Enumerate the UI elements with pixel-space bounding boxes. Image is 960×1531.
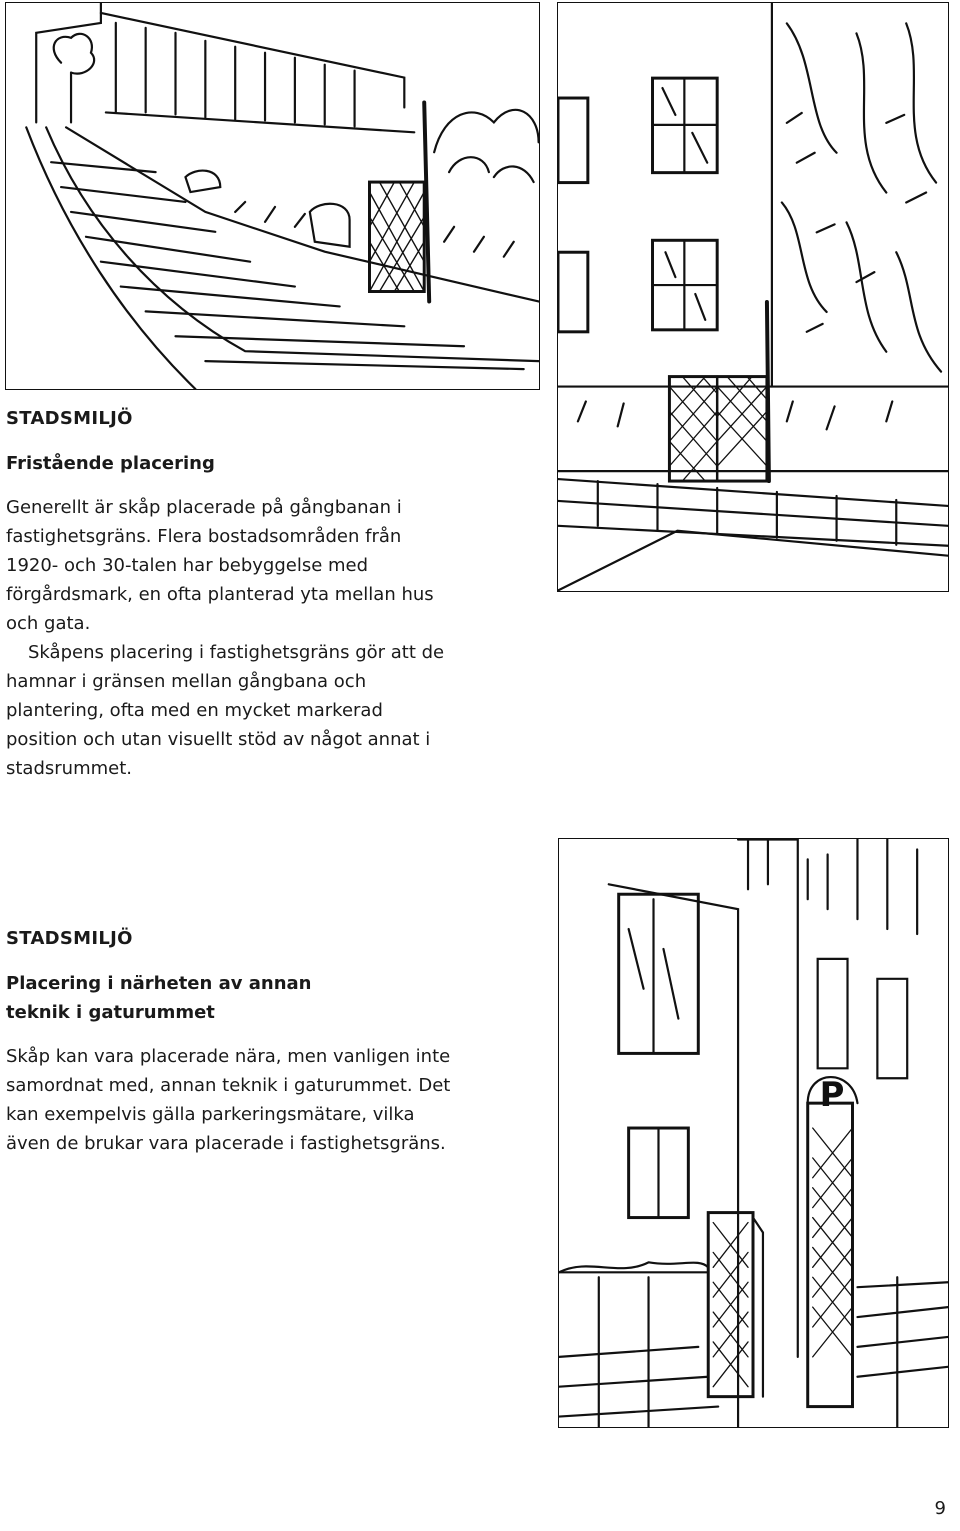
illustration-cabinet-near-parking-meter: [558, 838, 949, 1428]
page-number: 9: [934, 1498, 946, 1519]
street-sketch-2: [558, 3, 948, 591]
section1-paragraph-1: Generellt är skåp placerade på gångbanan i fastighetsgräns. Flera bostadsområden från 1920- och 30-talen har bebyggelse med förgårdsmark, en ofta planterad yta mellan hus och gata.: [6, 497, 434, 634]
section2-body: [6, 1042, 456, 1158]
section1-kicker: STADSMILJÖ: [6, 408, 133, 429]
parking-sign-letter: P: [819, 1075, 845, 1115]
street-sketch-1: [6, 3, 539, 389]
section2-kicker: STADSMILJÖ: [6, 928, 133, 949]
illustration-freestanding-cabinet: [5, 2, 540, 390]
section2-paragraph-1: Skåp kan vara placerade nära, men vanligen inte samordnat med, annan teknik i gaturummet. Det kan exempelvis gälla parkeringsmätare, vilka även de brukar vara placerade i fastighetsgräns.: [6, 1046, 451, 1154]
section1-paragraph-2: Skåpens placering i fastighetsgräns gör att de hamnar i gränsen mellan gångbana och plantering, ofta med en mycket markerad position och utan visuellt stöd av något annat i stadsrummet.: [6, 642, 445, 779]
section1-body: [6, 493, 456, 783]
illustration-cabinet-at-facade: [557, 2, 949, 592]
section2-heading: Placering i närheten av annan teknik i gaturummet: [6, 973, 312, 1023]
section1-heading: Fristående placering: [6, 453, 215, 474]
street-sketch-3: [559, 839, 948, 1427]
